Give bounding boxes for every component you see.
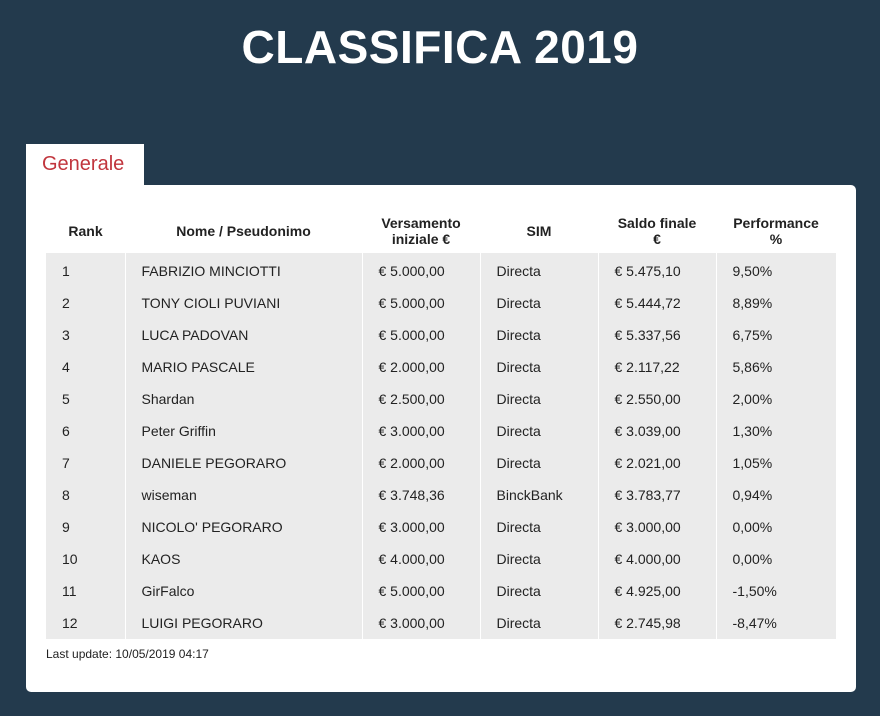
table-row — [46, 415, 836, 447]
cell-performance: 0,94% — [716, 479, 836, 511]
cell-final: € 5.444,72 — [598, 287, 716, 319]
cell-rank: 8 — [46, 479, 125, 511]
cell-name: Peter Griffin — [125, 415, 362, 447]
cell-deposit: € 2.500,00 — [362, 383, 480, 415]
table-row — [46, 607, 836, 639]
cell-sim: Directa — [480, 253, 598, 287]
cell-name: wiseman — [125, 479, 362, 511]
ranking-table — [46, 209, 836, 639]
cell-performance: 2,00% — [716, 383, 836, 415]
header-final — [598, 209, 716, 253]
table-header-row — [46, 209, 836, 253]
table-row — [46, 253, 836, 287]
header-deposit-line1: Versamento — [381, 215, 461, 231]
cell-sim: Directa — [480, 543, 598, 575]
cell-sim: Directa — [480, 575, 598, 607]
cell-sim: Directa — [480, 447, 598, 479]
cell-final: € 5.475,10 — [598, 253, 716, 287]
cell-sim: Directa — [480, 607, 598, 639]
cell-deposit: € 3.000,00 — [362, 607, 480, 639]
cell-final: € 2.021,00 — [598, 447, 716, 479]
cell-rank: 4 — [46, 351, 125, 383]
cell-name: Shardan — [125, 383, 362, 415]
cell-deposit: € 5.000,00 — [362, 575, 480, 607]
tab-generale[interactable]: Generale — [26, 144, 144, 186]
table-row — [46, 543, 836, 575]
cell-sim: Directa — [480, 511, 598, 543]
header-perf-line1: Performance — [733, 215, 819, 231]
cell-deposit: € 5.000,00 — [362, 319, 480, 351]
cell-deposit: € 2.000,00 — [362, 351, 480, 383]
cell-performance: -8,47% — [716, 607, 836, 639]
cell-name: TONY CIOLI PUVIANI — [125, 287, 362, 319]
table-row — [46, 479, 836, 511]
header-name: Nome / Pseudonimo — [125, 209, 362, 253]
cell-final: € 2.117,22 — [598, 351, 716, 383]
cell-sim: Directa — [480, 287, 598, 319]
table-row — [46, 447, 836, 479]
header-deposit-line2: iniziale € — [391, 231, 451, 247]
header-deposit — [362, 209, 480, 253]
cell-rank: 7 — [46, 447, 125, 479]
cell-performance: 9,50% — [716, 253, 836, 287]
cell-name: LUIGI PEGORARO — [125, 607, 362, 639]
cell-performance: 1,30% — [716, 415, 836, 447]
cell-name: GirFalco — [125, 575, 362, 607]
cell-sim: Directa — [480, 319, 598, 351]
cell-final: € 3.039,00 — [598, 415, 716, 447]
cell-deposit: € 2.000,00 — [362, 447, 480, 479]
table-row — [46, 511, 836, 543]
table-row — [46, 383, 836, 415]
cell-name: MARIO PASCALE — [125, 351, 362, 383]
cell-rank: 6 — [46, 415, 125, 447]
table-row — [46, 351, 836, 383]
cell-sim: Directa — [480, 351, 598, 383]
cell-final: € 5.337,56 — [598, 319, 716, 351]
cell-rank: 10 — [46, 543, 125, 575]
cell-final: € 4.925,00 — [598, 575, 716, 607]
cell-performance: -1,50% — [716, 575, 836, 607]
cell-rank: 12 — [46, 607, 125, 639]
cell-sim: BinckBank — [480, 479, 598, 511]
cell-rank: 11 — [46, 575, 125, 607]
header-sim: SIM — [480, 209, 598, 253]
cell-performance: 1,05% — [716, 447, 836, 479]
cell-deposit: € 5.000,00 — [362, 287, 480, 319]
cell-performance: 6,75% — [716, 319, 836, 351]
cell-final: € 2.550,00 — [598, 383, 716, 415]
cell-performance: 0,00% — [716, 511, 836, 543]
cell-deposit: € 5.000,00 — [362, 253, 480, 287]
header-final-line2: € — [653, 231, 661, 247]
cell-sim: Directa — [480, 415, 598, 447]
table-row — [46, 287, 836, 319]
cell-deposit: € 3.748,36 — [362, 479, 480, 511]
cell-name: KAOS — [125, 543, 362, 575]
cell-name: DANIELE PEGORARO — [125, 447, 362, 479]
last-update-text: Last update: 10/05/2019 04:17 — [46, 647, 209, 661]
ranking-panel — [26, 185, 856, 692]
cell-deposit: € 3.000,00 — [362, 415, 480, 447]
cell-performance: 5,86% — [716, 351, 836, 383]
header-final-line1: Saldo finale — [617, 215, 697, 231]
cell-final: € 3.783,77 — [598, 479, 716, 511]
cell-performance: 8,89% — [716, 287, 836, 319]
header-rank: Rank — [46, 209, 125, 253]
cell-final: € 2.745,98 — [598, 607, 716, 639]
header-performance — [716, 209, 836, 253]
cell-final: € 3.000,00 — [598, 511, 716, 543]
cell-deposit: € 4.000,00 — [362, 543, 480, 575]
table-row — [46, 319, 836, 351]
cell-name: NICOLO' PEGORARO — [125, 511, 362, 543]
cell-sim: Directa — [480, 383, 598, 415]
cell-rank: 1 — [46, 253, 125, 287]
cell-deposit: € 3.000,00 — [362, 511, 480, 543]
page-title: CLASSIFICA 2019 — [241, 21, 639, 73]
header-perf-line2: % — [769, 231, 783, 247]
cell-final: € 4.000,00 — [598, 543, 716, 575]
cell-performance: 0,00% — [716, 543, 836, 575]
cell-rank: 9 — [46, 511, 125, 543]
cell-name: LUCA PADOVAN — [125, 319, 362, 351]
cell-rank: 2 — [46, 287, 125, 319]
cell-name: FABRIZIO MINCIOTTI — [125, 253, 362, 287]
cell-rank: 5 — [46, 383, 125, 415]
table-row — [46, 575, 836, 607]
cell-rank: 3 — [46, 319, 125, 351]
